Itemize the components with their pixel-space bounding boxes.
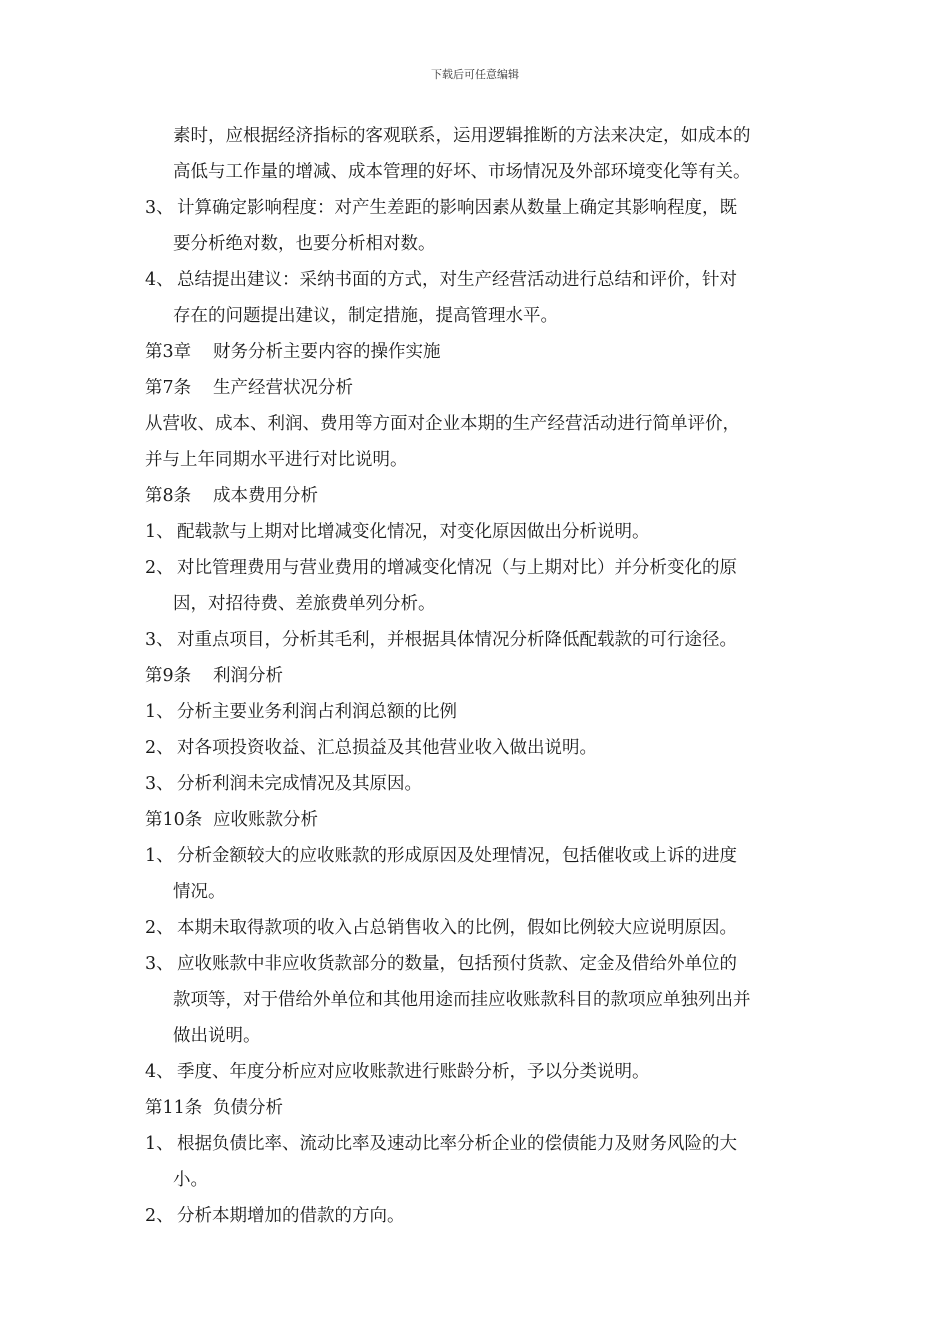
paragraph-continuation: 存在的问题提出建议，制定措施，提高管理水平。 — [173, 306, 558, 326]
list-item-number: 1、 — [145, 702, 174, 722]
list-item-number: 2、 — [145, 918, 174, 938]
list-item — [145, 550, 810, 586]
list-item-text: 总结提出建议：采纳书面的方式，对生产经营活动进行总结和评价，针对 — [177, 270, 737, 290]
list-item-number: 2、 — [145, 558, 174, 578]
list-item — [145, 766, 810, 802]
section-number: 第7条 — [145, 378, 192, 398]
paragraph-line: 并与上年同期水平进行对比说明。 — [145, 450, 408, 470]
list-item-text: 计算确定影响程度：对产生差距的影响因素从数量上确定其影响程度，既 — [177, 198, 737, 218]
list-item-text: 对比管理费用与营业费用的增减变化情况（与上期对比）并分析变化的原 — [177, 558, 737, 578]
list-item — [145, 838, 810, 874]
section-heading — [145, 334, 810, 370]
list-item-number: 4、 — [145, 270, 174, 290]
section-heading — [145, 1090, 810, 1126]
list-item-number: 1、 — [145, 1134, 174, 1154]
list-item-text: 根据负债比率、流动比率及速动比率分析企业的偿债能力及财务风险的大 — [177, 1134, 737, 1154]
list-item — [145, 730, 810, 766]
section-title: 成本费用分析 — [213, 486, 318, 506]
list-item-number: 1、 — [145, 522, 174, 542]
list-item — [145, 262, 810, 298]
section-number: 第8条 — [145, 486, 192, 506]
paragraph-continuation: 款项等，对于借给外单位和其他用途而挂应收账款科目的款项应单独列出并 — [173, 990, 751, 1010]
list-item — [145, 1054, 810, 1090]
list-item-text: 分析主要业务利润占利润总额的比例 — [177, 702, 457, 722]
paragraph-continuation: 做出说明。 — [173, 1026, 261, 1046]
section-number: 第9条 — [145, 666, 192, 686]
section-title: 生产经营状况分析 — [213, 378, 353, 398]
section-number: 第10条 — [145, 810, 203, 830]
paragraph-line: 从营收、成本、利润、费用等方面对企业本期的生产经营活动进行简单评价， — [145, 414, 740, 434]
paragraph-continuation: 情况。 — [173, 882, 226, 902]
section-heading — [145, 478, 810, 514]
list-item-number: 3、 — [145, 954, 174, 974]
list-item-number: 1、 — [145, 846, 174, 866]
list-item — [145, 1198, 810, 1234]
document-body — [145, 118, 810, 1234]
paragraph-continuation: 小。 — [173, 1170, 208, 1190]
section-heading — [145, 802, 810, 838]
paragraph-continuation: 要分析绝对数，也要分析相对数。 — [173, 234, 436, 254]
paragraph-continuation: 因，对招待费、差旅费单列分析。 — [173, 594, 436, 614]
list-item-text: 对重点项目，分析其毛利，并根据具体情况分析降低配载款的可行途径。 — [177, 630, 737, 650]
paragraph-continuation: 素时，应根据经济指标的客观联系，运用逻辑推断的方法来决定，如成本的 — [173, 126, 751, 146]
section-title: 财务分析主要内容的操作实施 — [213, 342, 441, 362]
list-item-text: 季度、年度分析应对应收账款进行账龄分析，予以分类说明。 — [177, 1062, 650, 1082]
list-item — [145, 622, 810, 658]
section-heading — [145, 658, 810, 694]
list-item — [145, 190, 810, 226]
list-item — [145, 694, 810, 730]
list-item-number: 3、 — [145, 774, 174, 794]
section-title: 应收账款分析 — [213, 810, 318, 830]
section-number: 第3章 — [145, 342, 192, 362]
list-item-number: 3、 — [145, 198, 174, 218]
section-title: 负债分析 — [213, 1098, 283, 1118]
list-item-text: 应收账款中非应收货款部分的数量，包括预付货款、定金及借给外单位的 — [177, 954, 737, 974]
list-item — [145, 910, 810, 946]
list-item — [145, 1126, 810, 1162]
list-item-number: 3、 — [145, 630, 174, 650]
list-item-text: 分析利润未完成情况及其原因。 — [177, 774, 422, 794]
list-item-text: 分析金额较大的应收账款的形成原因及处理情况，包括催收或上诉的进度 — [177, 846, 737, 866]
section-heading — [145, 370, 810, 406]
list-item-number: 2、 — [145, 738, 174, 758]
list-item — [145, 946, 810, 982]
list-item-text: 对各项投资收益、汇总损益及其他营业收入做出说明。 — [177, 738, 597, 758]
paragraph-continuation: 高低与工作量的增减、成本管理的好坏、市场情况及外部环境变化等有关。 — [173, 162, 751, 182]
list-item-number: 4、 — [145, 1062, 174, 1082]
list-item — [145, 514, 810, 550]
header-note: 下载后可任意编辑 — [431, 68, 519, 81]
list-item-text: 本期未取得款项的收入占总销售收入的比例，假如比例较大应说明原因。 — [177, 918, 737, 938]
list-item-text: 分析本期增加的借款的方向。 — [177, 1206, 405, 1226]
list-item-number: 2、 — [145, 1206, 174, 1226]
section-title: 利润分析 — [213, 666, 283, 686]
list-item-text: 配载款与上期对比增减变化情况，对变化原因做出分析说明。 — [177, 522, 650, 542]
section-number: 第11条 — [145, 1098, 203, 1118]
